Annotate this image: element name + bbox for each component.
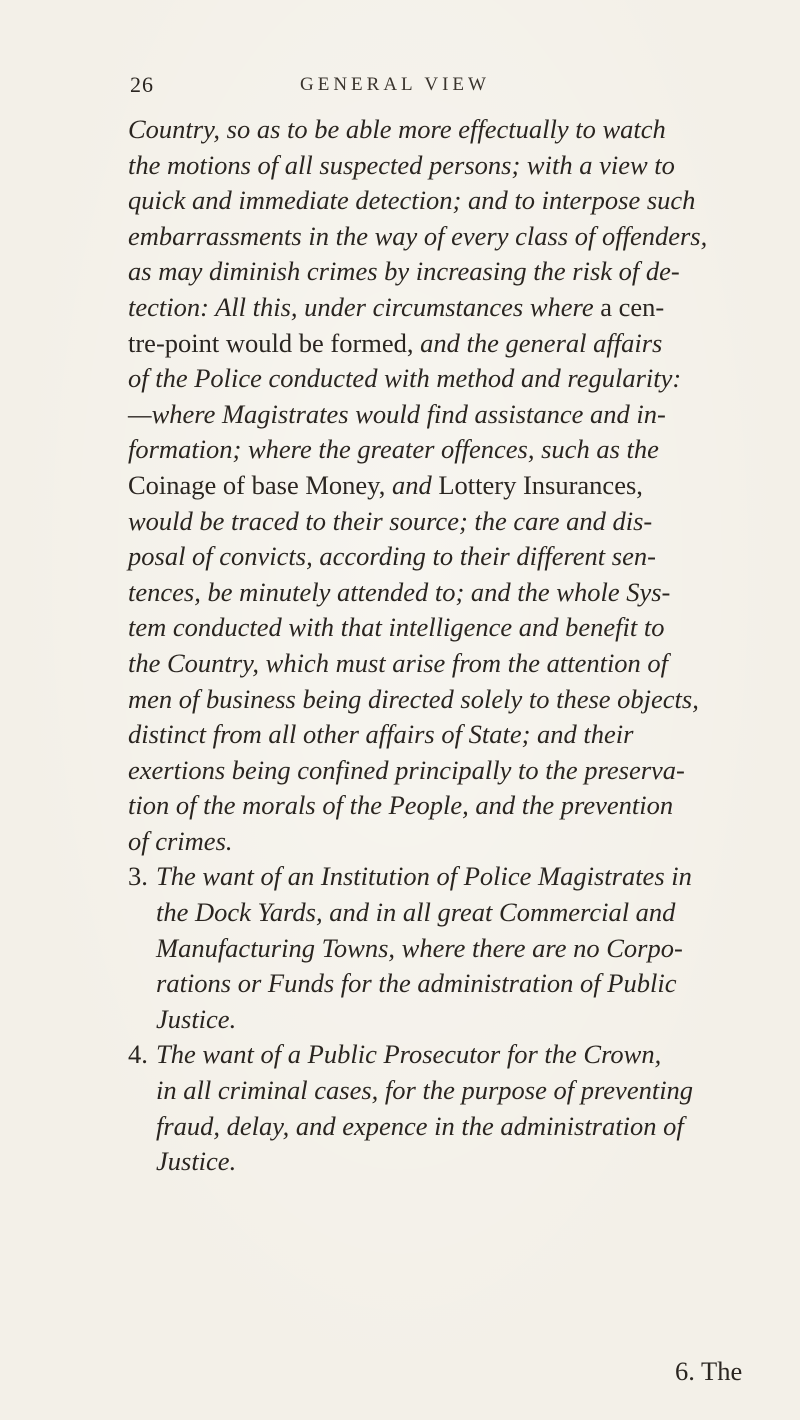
text-line: [128, 432, 738, 468]
text-segment: the motions of all suspected persons; with a view to: [128, 149, 675, 180]
text-line: [128, 1002, 738, 1038]
text-segment: the Dock Yards, and in all great Commercial and: [156, 897, 676, 928]
text-segment: men of business being directed solely to these objects,: [128, 683, 699, 714]
text-line: [128, 539, 738, 575]
text-segment: Lottery Insurances,: [438, 469, 643, 500]
text-segment: embarrassments in the way of every class of offenders,: [128, 220, 708, 251]
text-line: [128, 717, 738, 753]
text-line: [128, 931, 738, 967]
text-segment: rations or Funds for the administration of Public: [156, 968, 677, 999]
catchword: 6. The: [675, 1356, 743, 1386]
text-line: [128, 610, 738, 646]
text-segment: and the general affairs: [420, 327, 663, 358]
page-number: 26: [130, 72, 154, 97]
text-line: [128, 788, 738, 824]
text-segment: tion of the morals of the People, and the prevention: [128, 790, 674, 821]
text-line: [128, 361, 738, 397]
text-segment: tences, be minutely attended to; and the whole Sys-: [128, 576, 671, 607]
running-title: GENERAL VIEW: [300, 74, 490, 95]
text-segment: —where Magistrates would find assistance and in-: [128, 398, 666, 429]
text-segment: of crimes.: [128, 825, 233, 856]
text-line: [128, 148, 738, 184]
text-segment: posal of convicts, according to their different sen-: [128, 541, 656, 572]
running-head: [130, 72, 720, 102]
text-segment: Justice.: [156, 1146, 237, 1177]
text-segment: formation; where the greater offences, such as the: [128, 434, 659, 465]
text-segment: Coinage of base Money,: [128, 469, 392, 500]
text-line: [128, 859, 738, 895]
text-segment: in all criminal cases, for the purpose of preventing: [156, 1075, 694, 1106]
text-segment: Country, so as to be able more effectually to watch: [128, 114, 666, 144]
text-segment: the Country, which must arise from the attention of: [128, 647, 669, 678]
item-number: 4.: [128, 1039, 148, 1070]
text-segment: tre-point would be formed,: [128, 327, 421, 358]
text-segment: Manufacturing Towns, where there are no Corpo-: [156, 932, 683, 963]
text-line: [128, 646, 738, 682]
continued-paragraph: [128, 112, 738, 859]
text-segment: The want of a Public Prosecutor for the Crown,: [156, 1039, 662, 1070]
text-line: [128, 824, 738, 860]
text-segment: The want of an Institution of Police Magistrates in: [156, 861, 692, 892]
text-segment: Justice.: [156, 1003, 237, 1034]
body-text: [128, 112, 738, 1180]
text-segment: fraud, delay, and expence in the administration of: [156, 1110, 684, 1141]
text-line: [128, 682, 738, 718]
text-line: [128, 397, 738, 433]
text-line: [128, 1144, 738, 1180]
text-segment: as may diminish crimes by increasing the risk of de-: [128, 256, 680, 287]
text-line: [128, 1037, 738, 1073]
text-line: [128, 966, 738, 1002]
text-line: [128, 895, 738, 931]
text-segment: tem conducted with that intelligence and benefit to: [128, 612, 665, 643]
text-line: [128, 326, 738, 362]
text-line: [128, 1073, 738, 1109]
text-segment: a cen-: [600, 291, 665, 322]
numbered-items: [128, 859, 738, 1179]
numbered-item: [128, 859, 738, 1037]
text-segment: tection: All this, under circumstances where: [128, 291, 601, 322]
text-line: [128, 504, 738, 540]
text-line: [128, 468, 738, 504]
text-segment: distinct from all other affairs of State; and their: [128, 719, 634, 750]
text-line: [128, 753, 738, 789]
text-line: [128, 1109, 738, 1145]
item-number: 3.: [128, 861, 148, 892]
text-segment: quick and immediate detection; and to interpose such: [128, 185, 696, 216]
text-line: [128, 219, 738, 255]
text-line: [128, 254, 738, 290]
text-line: [128, 575, 738, 611]
text-line: [128, 112, 738, 148]
numbered-item: [128, 1037, 738, 1179]
text-segment: of the Police conducted with method and regularity:: [128, 363, 682, 394]
text-line: [128, 290, 738, 326]
text-segment: and: [391, 469, 439, 500]
text-segment: exertions being confined principally to the preserva-: [128, 754, 685, 785]
text-line: [128, 183, 738, 219]
text-segment: would be traced to their source; the care and dis-: [128, 505, 653, 536]
